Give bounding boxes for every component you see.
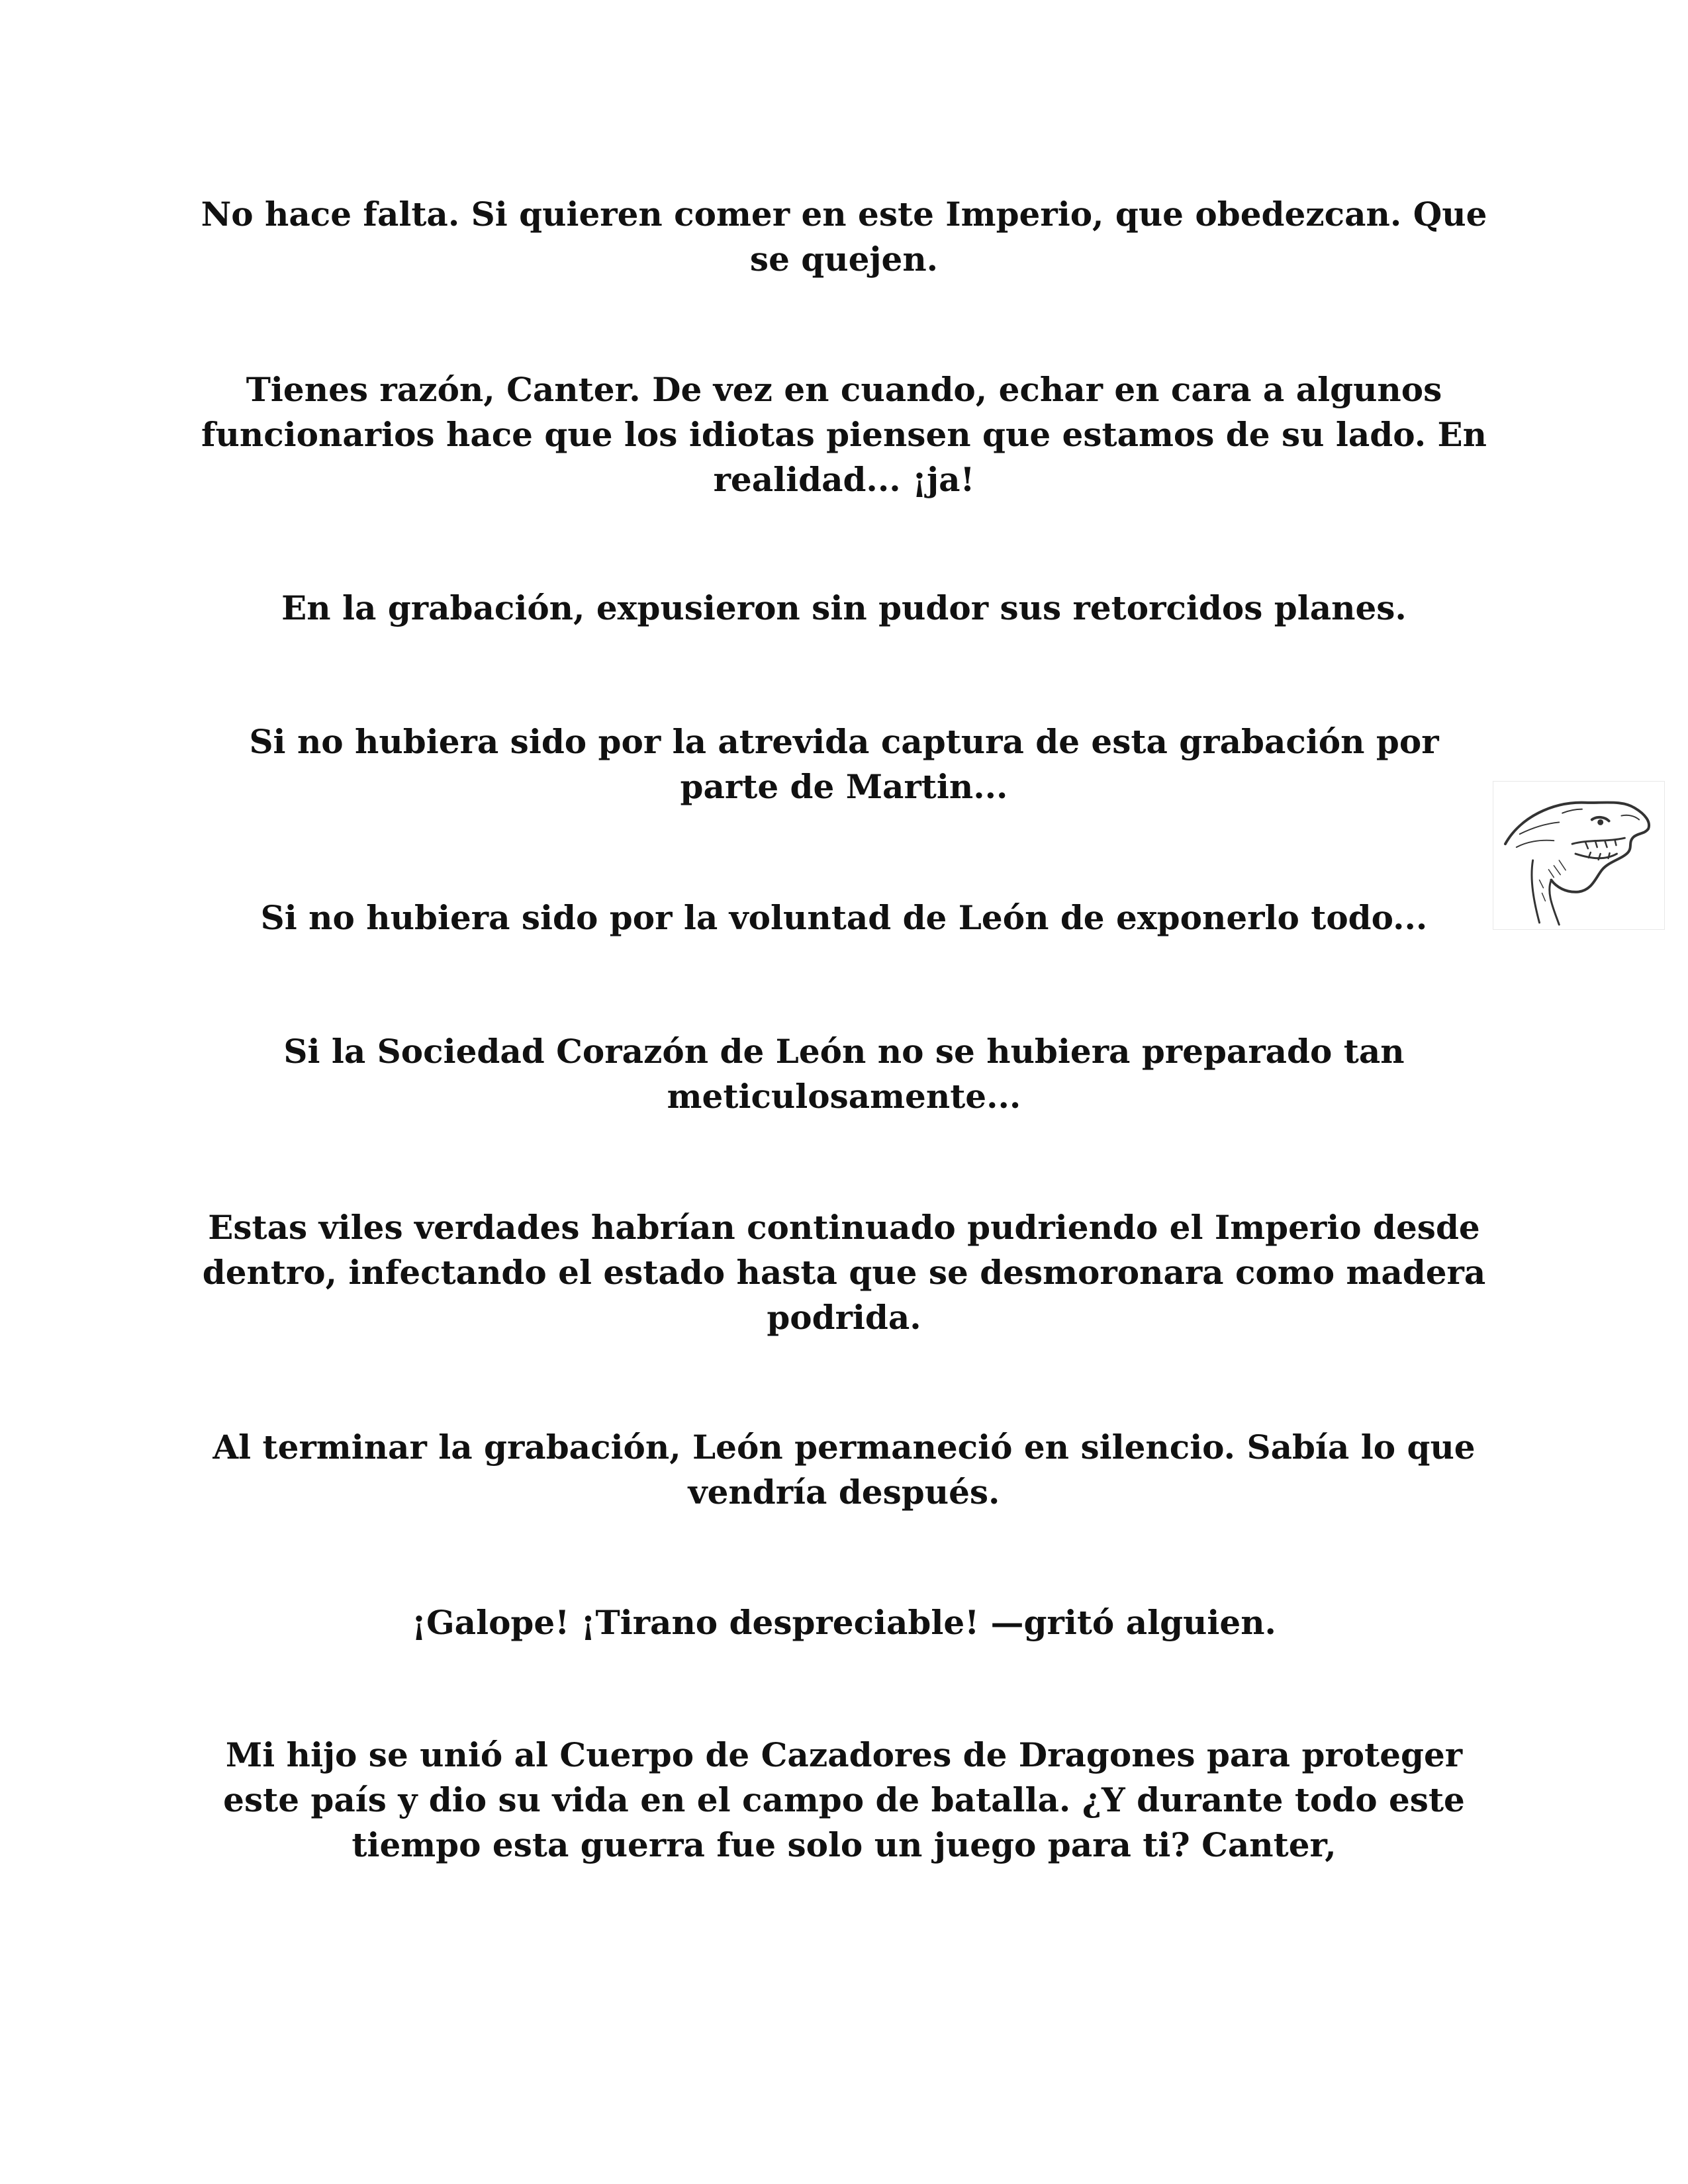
paragraph-4: Si no hubiera sido por la atrevida captura de esta grabación por parte de Martin... (249, 722, 1439, 806)
paragraph-7: Estas viles verdades habrían continuado pudriendo el Imperio desde dentro, infectando el estado hasta que se desmoronara como madera podrida. (202, 1208, 1486, 1337)
paragraph-2: Tienes razón, Canter. De vez en cuando, echar en cara a algunos funcionarios hace que los idiotas piensen que estamos de su lado. En realidad... ¡ja! (201, 370, 1487, 499)
paragraph-8: Al terminar la grabación, León permaneció en silencio. Sabía lo que vendría después. (212, 1428, 1476, 1512)
paragraph-9: ¡Galope! ¡Tirano despreciable! —gritó alguien. (412, 1603, 1276, 1642)
paragraph-5: Si no hubiera sido por la voluntad de León de exponerlo todo... (260, 898, 1428, 937)
paragraph-10: Mi hijo se unió al Cuerpo de Cazadores de Dragones para proteger este país y dio su vida en el campo de batalla. ¿Y durante todo este tiempo esta guerra fue solo un juego para ti? Canter, (223, 1735, 1465, 1864)
paragraph-1: No hace falta. Si quieren comer en este Imperio, que obedezcan. Que se quejen. (201, 195, 1487, 279)
paragraph-3: En la grabación, expusieron sin pudor sus retorcidos planes. (281, 588, 1407, 627)
dragon-sketch-icon (1493, 781, 1665, 930)
paragraph-6: Si la Sociedad Corazón de León no se hubiera preparado tan meticulosamente... (283, 1032, 1405, 1116)
